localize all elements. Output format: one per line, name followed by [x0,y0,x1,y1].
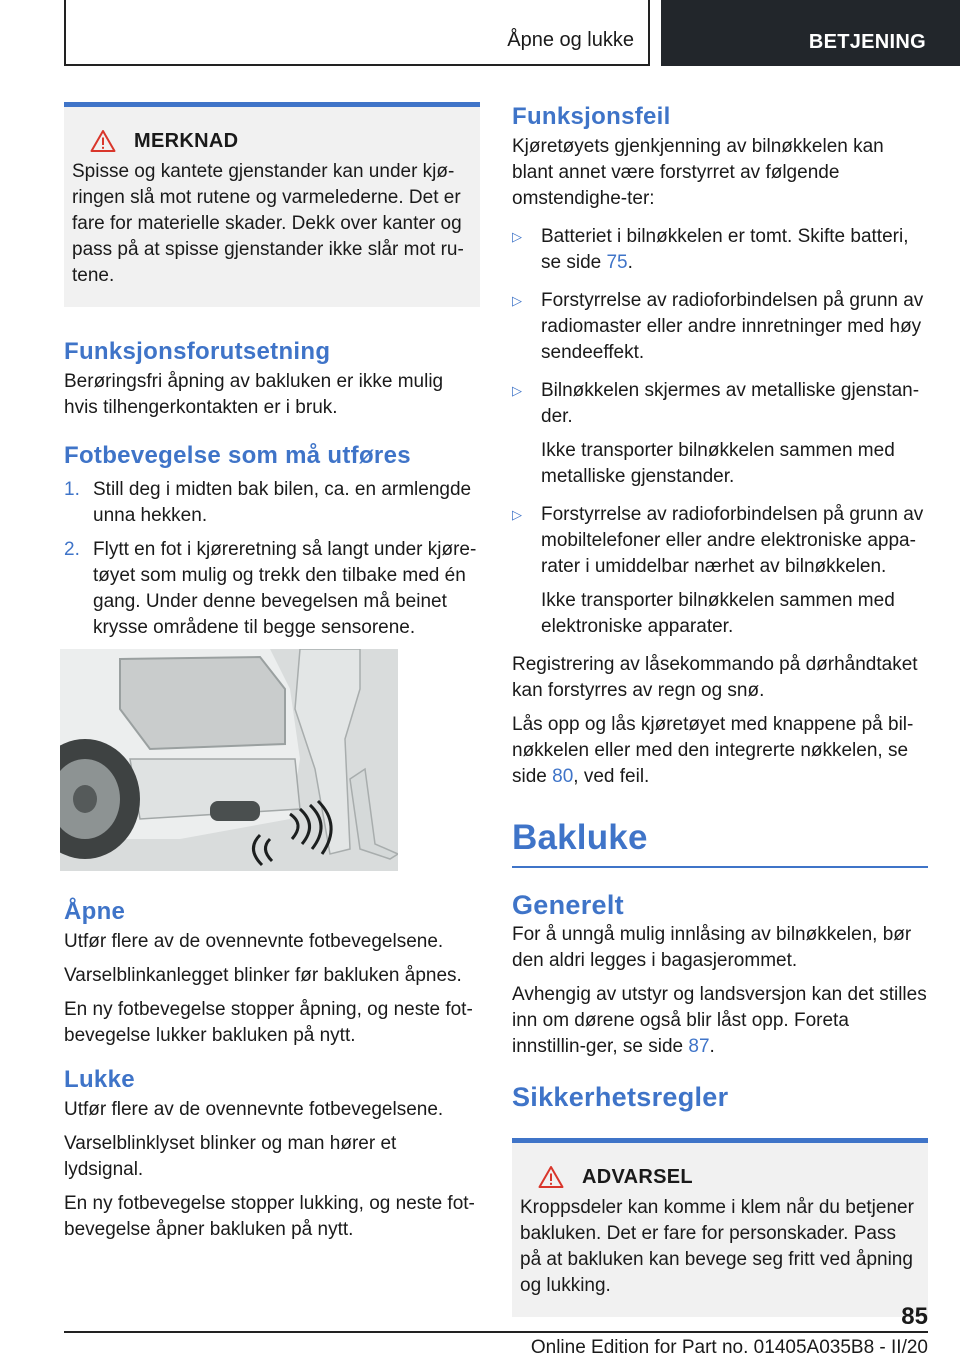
footer-edition: Online Edition for Part no. 01405A035B8 - II/20 [530,1337,928,1358]
list-item [512,288,928,366]
general-heading: Generelt [512,890,624,920]
page-link-75[interactable]: 75 [606,252,628,273]
triangle-bullet-icon: ▷ [512,383,522,398]
step-text: Still deg i midten bak bilen, ca. en armlengde unna hekken. [93,479,472,526]
header-section-title: Åpne og lukke [507,29,634,51]
triangle-bullet-icon: ▷ [512,507,522,522]
malfunction-intro: Kjøretøyets gjenkjenning av bilnøkkelen kan blant annet være forstyrret av følgende omstendighe-ter: [512,136,884,209]
warning-box [512,1138,928,1317]
note-box [64,102,480,307]
open-text-1: Utfør flere av de ovennevnte fotbevegelsene. [64,931,444,952]
step-text: Flytt en fot i kjøreretning så langt under kjøre-tøyet som mulig og trekk den tilbake med én gang. Under denne bevegelsen må beinet krysse områdene til begge sensorene. [93,539,477,638]
list-item [64,537,480,641]
step-number: 2. [64,539,80,560]
open-heading: Åpne [64,898,126,925]
triangle-bullet-icon: ▷ [512,229,522,244]
note-text: Spisse og kantete gjenstander kan under kjø-ringen slå mot rutene og varmelederne. Det er fare for materielle skader. Dekk over kanter og pass på at spisse gjenstander ikke slår mot ru-tene. [72,161,464,286]
warning-triangle-icon [90,129,116,153]
list-item-text: Forstyrrelse av radioforbindelsen på grunn av mobiltelefoner eller andre elektroniske appa-rater i umiddelbar nærhet av bilnøkkelen. [541,504,924,577]
gesture-heading: Fotbevegelse som må utføres [64,442,411,469]
header-chapter-title: BETJENING [808,31,926,53]
list-item-subtext: Ikke transporter bilnøkkelen sammen med metalliske gjenstander. [541,440,895,487]
requirement-heading: Funksjonsforutsetning [64,338,331,365]
requirement-text: Berøringsfri åpning av bakluken er ikke mulig hvis tilhengerkontakten er i bruk. [64,371,444,418]
list-item-text: Bilnøkkelen skjermes av metalliske gjenstan-der. [541,380,920,427]
close-text-3: En ny fotbevegelse stopper lukking, og neste fot-bevegelse åpner bakluken på nytt. [64,1193,475,1240]
safety-heading: Sikkerhetsregler [512,1082,729,1112]
foot-gesture-illustration [60,649,398,871]
note-title: MERKNAD [134,129,239,152]
list-item-text: Batteriet i bilnøkkelen er tomt. Skifte batteri, se side 75. [541,226,909,273]
page-link-80[interactable]: 80 [552,766,574,787]
warning-title: ADVARSEL [582,1165,693,1188]
warning-text: Kroppsdeler kan komme i klem når du betjener bakluken. Det er fare for personskader. Pass på at bakluken kan bevege seg fritt ved åpning og lukking. [520,1197,914,1296]
open-text-3: En ny fotbevegelse stopper åpning, og neste fot-bevegelse lukker bakluken på nytt. [64,999,473,1046]
heading-rule [512,866,928,868]
page-number: 85 [901,1303,928,1330]
list-item-text: Forstyrrelse av radioforbindelsen på grunn av radiomaster eller andre innretninger med høy sendeeffekt. [541,290,924,363]
malfunction-heading: Funksjonsfeil [512,103,671,130]
open-text-2: Varselblinkanlegget blinker før bakluken åpnes. [64,965,462,986]
malfunction-list [512,224,928,640]
general-para-1: For å unngå mulig innlåsing av bilnøkkelen, bør den aldri legges i bagasjerommet. [512,924,912,971]
malfunction-para-2: Lås opp og lås kjøretøyet med knappene på bil-nøkkelen eller med den integrerte nøkkelen, se side 80, ved feil. [512,714,914,787]
note-header [90,129,472,153]
list-item [64,477,480,529]
list-item [512,502,928,640]
gesture-steps [64,477,480,641]
header-chapter-box [661,0,960,66]
left-column [64,102,480,1251]
warning-triangle-icon [538,1165,564,1189]
right-column [512,102,928,1317]
malfunction-para-1: Registrering av låsekommando på dørhåndtaket kan forstyrres av regn og snø. [512,654,918,701]
close-text-2: Varselblinklyset blinker og man hører et lydsignal. [64,1133,397,1180]
close-heading: Lukke [64,1066,135,1093]
list-item-subtext: Ikke transporter bilnøkkelen sammen med elektroniske apparater. [541,590,895,637]
warning-header [538,1165,920,1189]
close-text-1: Utfør flere av de ovennevnte fotbevegelsene. [64,1099,444,1120]
general-para-2: Avhengig av utstyr og landsversjon kan det stilles inn om dørene også blir låst opp. Foreta innstillin-ger, se side 87. [512,984,927,1057]
page-link-87[interactable]: 87 [688,1036,710,1057]
triangle-bullet-icon: ▷ [512,293,522,308]
header-section-box [64,0,650,66]
list-item [512,224,928,276]
tailgate-heading: Bakluke [512,818,648,857]
footer-rule [64,1331,928,1333]
list-item [512,378,928,490]
step-number: 1. [64,479,80,500]
